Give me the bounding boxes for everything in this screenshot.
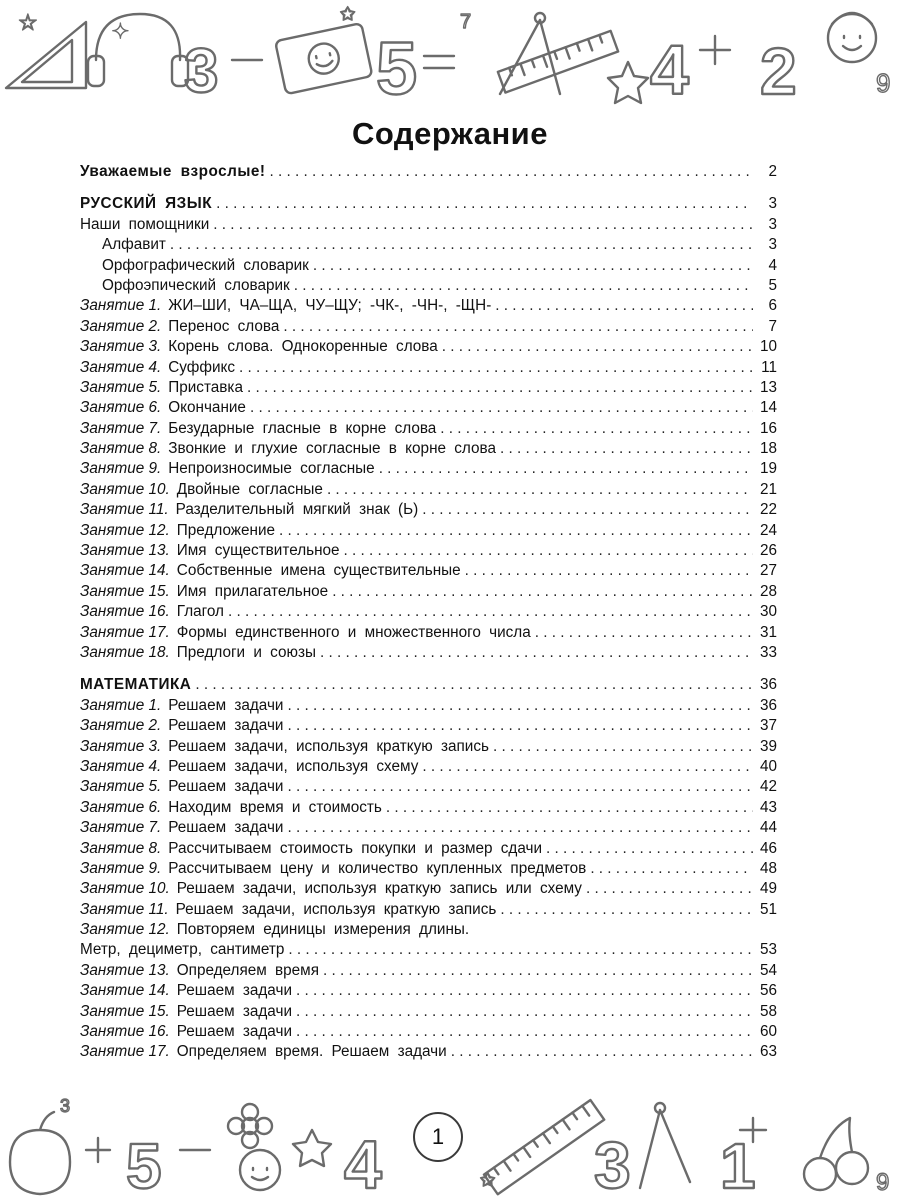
toc-lesson[interactable]: Занятие 7. Решаем задачи . . . 44 xyxy=(80,819,777,839)
toc-lesson[interactable]: Занятие 17. Формы единственного и множественного числа . . . 31 xyxy=(80,624,777,644)
toc-lesson[interactable]: Занятие 10. Двойные согласные . . . 21 xyxy=(80,481,777,501)
star-icon xyxy=(608,62,648,103)
toc-lesson[interactable]: Занятие 10. Решаем задачи, используя краткую запись или схему . . . 49 xyxy=(80,880,777,900)
toc-lesson[interactable]: Занятие 1. Решаем задачи . . . 36 xyxy=(80,697,777,717)
toc-lesson[interactable]: Занятие 12. Предложение . . . 24 xyxy=(80,522,777,542)
plus-icon xyxy=(700,36,730,64)
toc-lesson-12-title[interactable]: Занятие 12. Повторяем единицы измерения длины. xyxy=(80,921,470,939)
plus-icon xyxy=(86,1138,110,1162)
svg-text:✩: ✩ xyxy=(340,4,356,24)
compass-icon xyxy=(640,1103,690,1188)
svg-text:☆: ☆ xyxy=(18,10,38,35)
toc-subentry[interactable]: Орфоэпический словарик . . . 5 xyxy=(80,277,777,297)
svg-text:4: 4 xyxy=(344,1127,382,1200)
toc-lesson[interactable]: Занятие 5. Приставка . . . 13 xyxy=(80,379,777,399)
toc-lesson[interactable]: Занятие 18. Предлоги и союзы . . . 33 xyxy=(80,644,777,664)
svg-text:1: 1 xyxy=(720,1130,756,1200)
toc-lesson[interactable]: Занятие 6. Находим время и стоимость . . . 43 xyxy=(80,799,777,819)
toc-lesson[interactable]: Занятие 15. Решаем задачи . . . 58 xyxy=(80,1003,777,1023)
toc-subentry[interactable]: Орфографический словарик . . . 4 xyxy=(80,257,777,277)
headphones-icon xyxy=(88,14,188,86)
page-number: 1 xyxy=(413,1112,463,1162)
toc-lesson[interactable]: Занятие 9. Рассчитываем цену и количество купленных предметов . . . 48 xyxy=(80,860,777,880)
svg-text:✩: ✩ xyxy=(480,1170,496,1190)
equals-icon xyxy=(424,56,454,68)
toc-lesson[interactable]: Занятие 6. Окончание . . . 14 xyxy=(80,399,777,419)
toc-lesson[interactable]: Занятие 1. ЖИ–ШИ, ЧА–ЩА, ЧУ–ЩУ; -ЧК-, -ЧН-, -ЩН- . . . 6 xyxy=(80,297,777,317)
toc-lesson[interactable]: Занятие 11. Решаем задачи, используя краткую запись . . . 51 xyxy=(80,901,777,921)
toc-lesson[interactable]: Занятие 3. Корень слова. Однокоренные слова . . . 10 xyxy=(80,338,777,358)
toc-entry-helpers[interactable]: Наши помощники . . . 3 xyxy=(80,216,777,236)
svg-text:3: 3 xyxy=(60,1096,71,1116)
toc-lesson[interactable]: Занятие 8. Рассчитываем стоимость покупки и размер сдачи . . . 46 xyxy=(80,840,777,860)
toc-lesson[interactable]: Занятие 2. Решаем задачи . . . 37 xyxy=(80,717,777,737)
svg-text:7: 7 xyxy=(460,11,472,33)
banknote-icon xyxy=(275,23,372,94)
toc-lesson[interactable]: Занятие 17. Определяем время. Решаем задачи . . . 63 xyxy=(80,1043,777,1063)
flower-icon xyxy=(228,1104,272,1148)
toc-lesson[interactable]: Занятие 16. Решаем задачи . . . 60 xyxy=(80,1023,777,1043)
toc-lesson-12-cont[interactable]: Метр, дециметр, сантиметр . . . 53 xyxy=(80,941,777,961)
girl-face-icon xyxy=(240,1150,280,1190)
header-doodles xyxy=(0,0,900,110)
apple-icon xyxy=(10,1112,70,1194)
toc-lesson[interactable]: Занятие 9. Непроизносимые согласные . . . 19 xyxy=(80,460,777,480)
svg-text:3: 3 xyxy=(184,37,219,106)
boy-face-icon xyxy=(828,13,876,62)
toc-lesson[interactable]: Занятие 3. Решаем задачи, используя краткую запись . . . 39 xyxy=(80,738,777,758)
toc-lesson[interactable]: Занятие 5. Решаем задачи . . . 42 xyxy=(80,778,777,798)
svg-text:4: 4 xyxy=(650,31,689,109)
svg-text:5: 5 xyxy=(126,1130,162,1200)
toc-lesson[interactable]: Занятие 2. Перенос слова . . . 7 xyxy=(80,318,777,338)
toc-section-math[interactable]: МАТЕМАТИКА . . . 36 xyxy=(80,676,777,696)
toc-lesson[interactable]: Занятие 4. Решаем задачи, используя схему . . . 40 xyxy=(80,758,777,778)
toc-subentry[interactable]: Алфавит . . . 3 xyxy=(80,236,777,256)
toc-lesson[interactable]: Занятие 13. Определяем время . . . 54 xyxy=(80,962,777,982)
cherries-icon xyxy=(804,1118,868,1190)
ruler-icon xyxy=(484,1100,604,1194)
toc-section-russian[interactable]: РУССКИЙ ЯЗЫК . . . 3 xyxy=(80,195,777,215)
toc-lesson[interactable]: Занятие 8. Звонкие и глухие согласные в корне слова . . . 18 xyxy=(80,440,777,460)
page-title: Содержание xyxy=(352,116,548,151)
svg-text:✦: ✦ xyxy=(112,21,129,43)
toc-lesson[interactable]: Занятие 16. Глагол . . . 30 xyxy=(80,603,777,623)
toc-lesson[interactable]: Занятие 14. Решаем задачи . . . 56 xyxy=(80,982,777,1002)
toc-lesson[interactable]: Занятие 13. Имя существительное . . . 26 xyxy=(80,542,777,562)
svg-text:3: 3 xyxy=(594,1128,631,1200)
toc-entry-intro[interactable]: Уважаемые взрослые! . . . 2 xyxy=(80,163,777,183)
toc-lesson[interactable]: Занятие 14. Собственные имена существительные . . . 27 xyxy=(80,562,777,582)
toc-lesson[interactable]: Занятие 11. Разделительный мягкий знак (Ь) . . . 22 xyxy=(80,501,777,521)
toc-lesson[interactable]: Занятие 4. Суффикс . . . 11 xyxy=(80,359,777,379)
svg-text:5: 5 xyxy=(376,27,418,110)
toc-lesson[interactable]: Занятие 15. Имя прилагательное . . . 28 xyxy=(80,583,777,603)
svg-text:2: 2 xyxy=(760,34,797,108)
table-of-contents xyxy=(80,163,777,1064)
svg-text:9: 9 xyxy=(876,1169,890,1196)
svg-text:9: 9 xyxy=(876,68,891,98)
toc-lesson[interactable]: Занятие 7. Безударные гласные в корне слова . . . 16 xyxy=(80,420,777,440)
star-icon xyxy=(293,1130,331,1166)
